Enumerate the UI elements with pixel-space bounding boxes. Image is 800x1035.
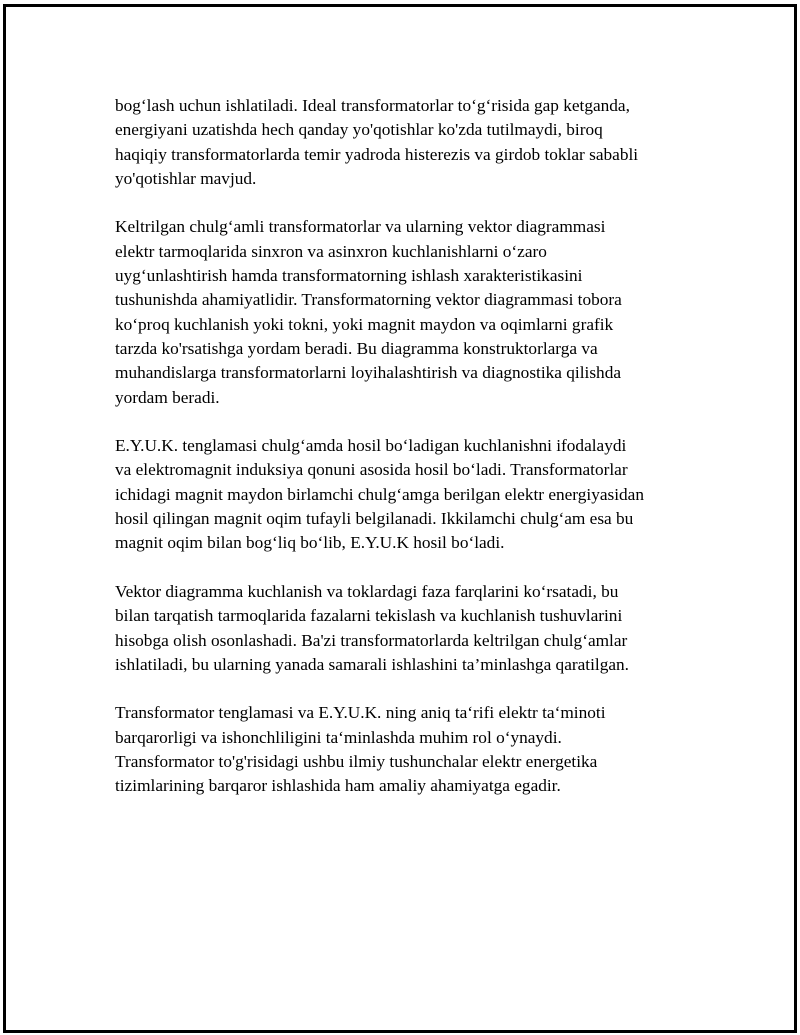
text-line: va elektromagnit induksiya qonuni asosida hosil bo‘ladi. Transformatorlar	[115, 460, 628, 480]
text-line: energiyani uzatishda hech qanday yo'qotishlar ko'zda tutilmaydi, biroq	[115, 120, 603, 140]
text-line: magnit oqim bilan bog‘liq bo‘lib, E.Y.U.K hosil bo‘ladi.	[115, 533, 505, 553]
text-line: tushunishda ahamiyatlidir. Transformatorning vektor diagrammasi tobora	[115, 290, 622, 310]
text-line: hosil qilingan magnit oqim tufayli belgilanadi. Ikkilamchi chulg‘am esa bu	[115, 509, 634, 529]
text-line: elektr tarmoqlarida sinxron va asinxron kuchlanishlarni o‘zaro	[115, 241, 547, 261]
text-line: tizimlarining barqaror ishlashida ham amaliy ahamiyatga egadir.	[115, 776, 561, 796]
paragraph-1	[115, 94, 695, 191]
text-line: Vektor diagramma kuchlanish va toklardagi faza farqlarini ko‘rsatadi, bu	[115, 581, 619, 601]
text-line: barqarorligi va ishonchliligini ta‘minlashda muhim rol o‘ynaydi.	[115, 727, 562, 747]
text-line: bog‘lash uchun ishlatiladi. Ideal transformatorlar to‘g‘risida gap ketganda,	[115, 96, 630, 115]
paragraph-3	[115, 434, 695, 555]
text-line: yo'qotishlar mavjud.	[115, 168, 257, 188]
text-line: ichidagi magnit maydon birlamchi chulg‘amga berilgan elektr energiyasidan	[115, 484, 644, 504]
text-line: Transformator to'g'risidagi ushbu ilmiy tushunchalar elektr energetika	[115, 752, 598, 772]
paragraph-5	[115, 701, 695, 798]
text-line: yordam beradi.	[115, 387, 220, 407]
text-line: tarzda ko'rsatishga yordam beradi. Bu diagramma konstruktorlarga va	[115, 338, 598, 358]
text-line: hisobga olish osonlashadi. Ba'zi transformatorlarda keltrilgan chulg‘amlar	[115, 630, 628, 650]
text-line: Keltrilgan chulg‘amli transformatorlar va ularning vektor diagrammasi	[115, 217, 606, 237]
paragraph-4	[115, 580, 695, 677]
paragraph-2	[115, 215, 695, 409]
text-line: muhandislarga transformatorlarni loyihalashtirish va diagnostika qilishda	[115, 363, 622, 383]
document-body	[115, 94, 695, 823]
text-line: Transformator tenglamasi va E.Y.U.K. ning aniq ta‘rifi elektr ta‘minoti	[115, 703, 606, 723]
text-line: uyg‘unlashtirish hamda transformatorning ishlash xarakteristikasini	[115, 266, 583, 286]
text-line: haqiqiy transformatorlarda temir yadroda histerezis va girdob toklar sababli	[115, 144, 639, 164]
text-line: E.Y.U.K. tenglamasi chulg‘amda hosil bo‘ladigan kuchlanishni ifodalaydi	[115, 436, 627, 456]
text-line: ishlatiladi, bu ularning yanada samarali ishlashini ta’minlashga qaratilgan.	[115, 654, 629, 674]
text-line: ko‘proq kuchlanish yoki tokni, yoki magnit maydon va oqimlarni grafik	[115, 314, 614, 334]
text-line: bilan tarqatish tarmoqlarida fazalarni tekislash va kuchlanish tushuvlarini	[115, 606, 623, 626]
